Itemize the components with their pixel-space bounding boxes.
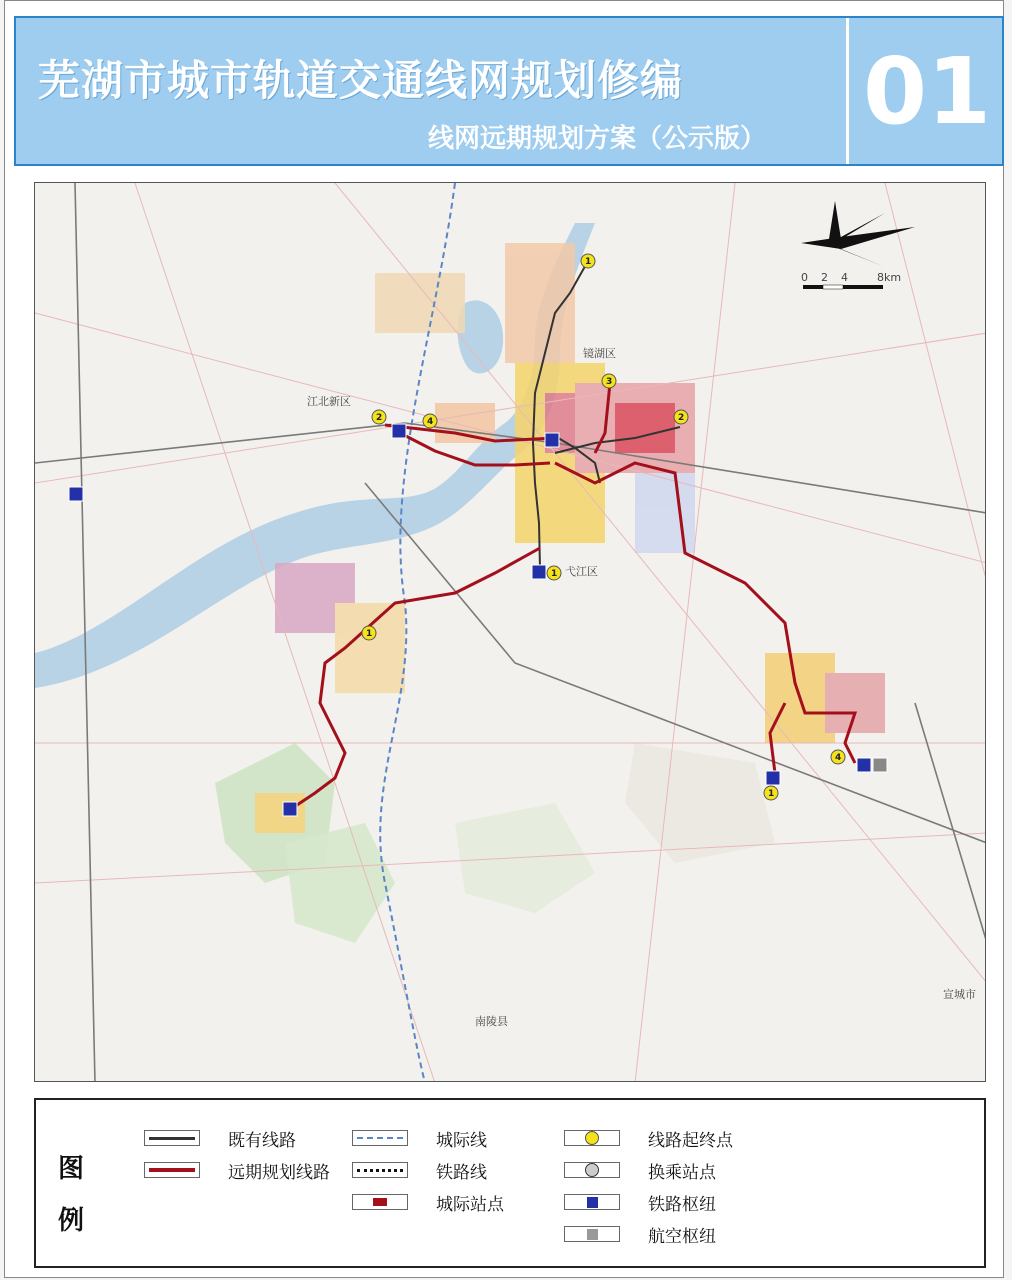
terminus-line1-se [764,786,778,800]
terminus-line4-east [831,750,845,764]
place-yijiang: 弋江区 [565,565,598,578]
intercity-line-symbol [352,1130,408,1146]
page-title: 芜湖市城市轨道交通线网规划修编 [38,56,684,105]
header-divider [846,18,849,164]
air-hub-symbol [564,1226,620,1242]
legend-air-hub: 航空枢纽 [564,1222,716,1246]
rail-hub-south [532,565,546,579]
svg-text:1: 1 [366,629,373,639]
svg-text:1: 1 [768,789,775,799]
legend-heading-1: 图 [58,1154,85,1184]
existing-line-symbol [144,1130,200,1146]
panel-number: 01 [862,38,992,145]
rail-network-map[interactable] [34,182,986,1082]
rail-hub-central [545,433,559,447]
scale-bar [801,271,901,289]
svg-text:2: 2 [678,413,685,423]
svg-text:4: 4 [841,271,848,284]
rail-hub-sw [283,802,297,816]
legend-existing-line: 既有线路 [144,1126,296,1150]
legend-transfer: 换乘站点 [564,1158,716,1182]
terminus-line1-sw [362,626,376,640]
svg-text:3: 3 [606,377,613,387]
rail-hub-east [857,758,871,772]
svg-text:8km: 8km [877,271,902,284]
map-legend [34,1098,986,1268]
svg-text:0: 0 [801,271,808,284]
rail-hub-se [766,771,780,785]
svg-text:4: 4 [835,753,842,763]
place-jiangbei: 江北新区 [307,395,351,408]
legend-intercity-line: 城际线 [352,1126,487,1150]
svg-text:1: 1 [551,569,558,579]
page-subtitle: 线网远期规划方案（公示版） [428,124,767,154]
place-xuancheng: 宣城市 [943,988,976,1001]
map-canvas [35,183,986,1082]
map-header [14,16,1004,166]
place-jinghu: 镜湖区 [583,347,616,360]
terminus-line2-east [674,410,688,424]
svg-text:1: 1 [585,257,592,267]
terminus-line1-mid [547,566,561,580]
svg-text:4: 4 [427,417,434,427]
hill-area [455,803,595,913]
terminus-line2-west [372,410,386,424]
railway-line-symbol [352,1162,408,1178]
legend-heading-2: 例 [58,1206,85,1236]
legend-rail-hub: 铁路枢纽 [564,1190,716,1214]
terminus-line3 [602,374,616,388]
rail-hub-west [69,487,83,501]
svg-text:2: 2 [821,271,828,284]
rail-hub-symbol [564,1194,620,1210]
terminus-symbol [564,1130,620,1146]
transfer-symbol [564,1162,620,1178]
legend-terminus: 线路起终点 [564,1126,733,1150]
svg-text:2: 2 [376,413,383,423]
legend-intercity-station: 城际站点 [352,1190,504,1214]
rail-hub-jiangbei [392,424,406,438]
legend-railway-line: 铁路线 [352,1158,487,1182]
terminus-line4-west [423,414,437,428]
intercity-station-symbol [352,1194,408,1210]
air-hub [873,758,887,772]
terminus-line1-north [581,254,595,268]
place-nanling: 南陵县 [475,1015,508,1028]
legend-planned-line: 远期规划线路 [144,1158,330,1182]
planned-line-symbol [144,1162,200,1178]
forest-area-south [285,823,395,943]
